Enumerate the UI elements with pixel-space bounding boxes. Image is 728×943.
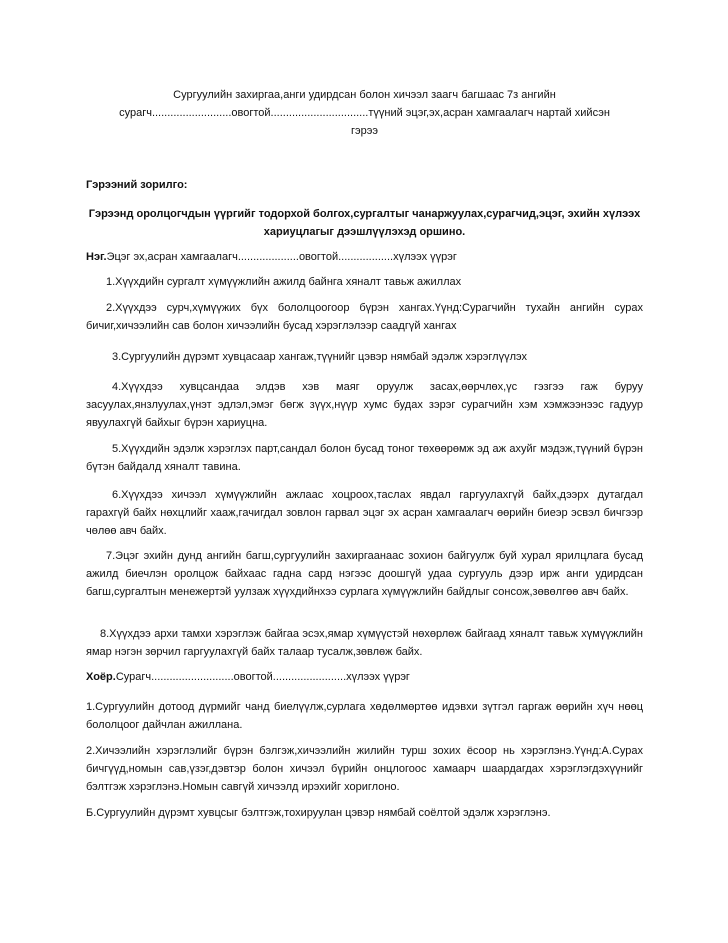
section-2-item-3: Б.Сургуулийн дүрэмт хувцсыг бэлтгэж,тохируулан цэвэр нямбай соёлтой эдэлж хэрэглэнэ.: [86, 807, 551, 819]
title-line-2: сурагч..........................овогтой................................түүний эцэг,эх,асран хамгаалагч нартай хийсэн: [119, 107, 610, 119]
title-line-3: гэрээ: [351, 125, 378, 137]
section-1-item-5: 5.Хүүхдийн эдэлж хэрэглэх парт,сандал болон бусад тоног төхөөрөмж эд аж ахуйг мэдэж,түүний бүрэн бүтэн байдалд хяналт тавина.: [86, 443, 643, 473]
section-1-item-3: 3.Сургуулийн дүрэмт хувцасаар хангаж,түүнийг цэвэр нямбай эдэлж хэрэглүүлэх: [112, 351, 527, 363]
section-1-heading: [86, 248, 643, 266]
section-2-label: Хоёр.: [86, 671, 116, 683]
section-1-item-1: 1.Хүүхдийн сургалт хүмүүжлийн ажилд байнга хяналт тавьж ажиллах: [106, 276, 462, 288]
section-1-item-7: 7.Эцэг эхийн дунд ангийн багш,сургуулийн захиргаанаас зохион байгуулж буй хурал ярилцлага бусад ажилд биечлэн оролцож байхаас гадна сард нэгээс доошгүй удаа сургууль дээр ирж анги удирдсан багш,сургалтын менежертэй уулзаж хүүхдийнхээ сурлага хүмүүжлийн байдлыг сонсож,зөвөлгөө авч байх.: [86, 550, 643, 598]
section-1-label: Нэг.: [86, 251, 107, 263]
section-2-heading: [86, 668, 643, 686]
purpose-heading: Гэрээний зорилго:: [86, 179, 188, 191]
section-1-item-4: 4.Хүүхдээ хувцсандаа элдэв хэв маяг оруулж засах,өөрчлөх,үс гэзгээ гаж буруу засуулах,янзлуулах,үнэт эдлэл,эмэг бөгж зүүх,нүүр хумс будах зэрэг сурагчийн хэм хэмжээнээс гадуур явуулахгүй байхыг бүрэн хариуцна.: [86, 381, 643, 429]
document-title: [86, 86, 643, 140]
section-1-item-6: 6.Хүүхдээ хичээл хүмүүжлийн ажлаас хоцроох,таслах явдал гаргуулахгүй байх,дээрх дутагдал гарахгүй байх нөхцлийг хааж,гачигдал зовлон гарвал эцэг эх асран хамгаалагч өөрийн биеэр эсвэл бичгээр чөлөө авч байх.: [86, 489, 643, 537]
section-2-item-1: 1.Сургуулийн дотоод дүрмийг чанд биелүүлж,сурлага хөдөлмөртөө идэвхи зүтгэл гаргаж өөрийн хүч нөөц бололцоог дайчлан ажиллана.: [86, 701, 643, 731]
section-1-item-2: 2.Хүүхдээ сурч,хүмүүжих бүх бололцоогоор бүрэн хангах.Үүнд:Сурагчийн тухайн ангийн сурах бичиг,хичээлийн сав болон хичээлийн бусад хэрэглэлээр саадгүй хангах: [86, 302, 643, 332]
purpose-text: Гэрээнд оролцогчдын үүргийг тодорхой болгох,сургалтыг чанаржуулах,сурагчид,эцэг, эхийн хүлээх хариуцлагыг дээшлүүлэхэд оршино.: [88, 208, 641, 238]
section-1-text: Эцэг эх,асран хамгаалагч....................овогтой..................хүлээх үүрэг: [106, 251, 457, 263]
title-line-1: Сургуулийн захиргаа,анги удирдсан болон хичээл заагч багшаас 7з ангийн: [173, 89, 556, 101]
section-1-item-8: 8.Хүүхдээ архи тамхи хэрэглэж байгаа эсэх,ямар хүмүүстэй нөхөрлөж байгаад хяналт тавьж хүмүүжлийн ямар нэгэн зөрчил гаргуулахгүй байх талаар тусалж,зөвлөж байх.: [86, 628, 643, 658]
section-2-text: Сурагч...........................овогтой........................хүлээх үүрэг: [115, 671, 410, 683]
section-2-item-2: 2.Хичээлийн хэрэглэлийг бүрэн бэлгэж,хичээлийн жилийн турш зохих ёсоор нь хэрэглэнэ.Үүнд:А.Сурах бичгүүд,номын сав,үзэг,дэвтэр болон хичээл бүрийн онцлогоос хамаарч шаардагдах хэрэглэгдэхүүнийг бэлтгэж хэрэглэнэ.Номын савгүй хичээлд ирэхийг хориглоно.: [86, 745, 643, 793]
